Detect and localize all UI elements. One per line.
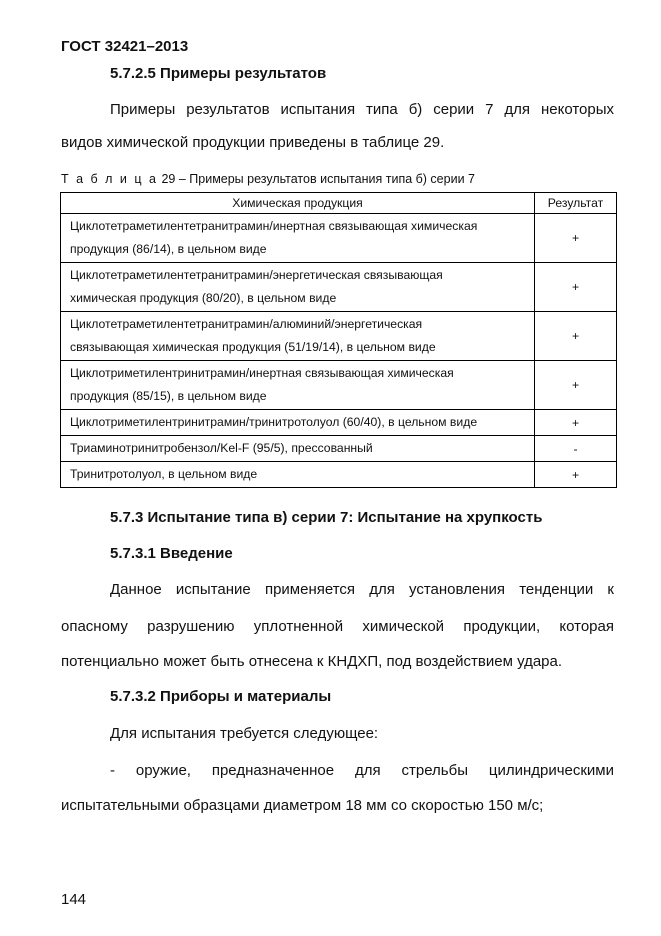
section-573-title: 5.7.3 Испытание типа в) серии 7: Испытание на хрупкость xyxy=(110,509,543,526)
product-line: Циклотриметилентринитрамин/инертная связывающая химическая xyxy=(70,366,454,380)
product-cell xyxy=(61,361,535,410)
section-5725-title: 5.7.2.5 Примеры результатов xyxy=(110,65,327,82)
table-row xyxy=(61,312,617,361)
table-row xyxy=(61,214,617,263)
table-row xyxy=(61,410,617,436)
page-number: 144 xyxy=(61,891,87,908)
table-row xyxy=(61,361,617,410)
product-cell xyxy=(61,214,535,263)
section-5731-line1: Данное испытание применяется для установления тенденции к xyxy=(110,581,614,598)
section-5732-line1: Для испытания требуется следующее: xyxy=(110,725,379,742)
product-cell: Тринитротолуол, в цельном виде xyxy=(61,462,535,488)
product-line: Циклотетраметилентетранитрамин/алюминий/энергетическая xyxy=(70,317,423,331)
section-5732-title: 5.7.3.2 Приборы и материалы xyxy=(110,688,332,705)
table-row xyxy=(61,263,617,312)
product-line: химическая продукция (80/20), в цельном виде xyxy=(70,291,337,305)
product-line: продукция (85/15), в цельном виде xyxy=(70,389,267,403)
results-table xyxy=(60,192,617,488)
section-5732-line2: - оружие, предназначенное для стрельбы цилиндрическими xyxy=(110,762,614,779)
table-caption-text: 29 – Примеры результатов испытания типа б) серии 7 xyxy=(161,172,475,186)
result-cell: + xyxy=(535,410,617,436)
result-cell: + xyxy=(535,361,617,410)
table-row xyxy=(61,436,617,462)
section-5725-text-line2: видов химической продукции приведены в таблице 29. xyxy=(61,134,445,151)
section-5731-line2: опасному разрушению уплотненной химической продукции, которая xyxy=(61,618,614,635)
result-cell: + xyxy=(535,462,617,488)
product-cell xyxy=(61,312,535,361)
section-5731-line3: потенциально может быть отнесена к КНДХП, под воздействием удара. xyxy=(61,653,563,670)
column-header-product: Химическая продукция xyxy=(61,193,535,214)
product-cell: Циклотриметилентринитрамин/тринитротолуол (60/40), в цельном виде xyxy=(61,410,535,436)
table-caption-prefix: Т а б л и ц а xyxy=(61,172,158,186)
section-5725-text-line1: Примеры результатов испытания типа б) серии 7 для некоторых xyxy=(110,101,614,118)
product-line: Циклотетраметилентетранитрамин/инертная связывающая химическая xyxy=(70,219,478,233)
product-cell xyxy=(61,263,535,312)
product-cell: Триаминотринитробензол/Kel-F (95/5), прессованный xyxy=(61,436,535,462)
result-cell: + xyxy=(535,312,617,361)
product-line: Циклотетраметилентетранитрамин/энергетическая связывающая xyxy=(70,268,443,282)
product-line: связывающая химическая продукция (51/19/14), в цельном виде xyxy=(70,340,436,354)
section-5732-line3: испытательными образцами диаметром 18 мм со скоростью 150 м/с; xyxy=(61,797,544,814)
result-cell: + xyxy=(535,214,617,263)
result-cell: + xyxy=(535,263,617,312)
result-cell: - xyxy=(535,436,617,462)
table-caption xyxy=(61,172,475,186)
document-header: ГОСТ 32421–2013 xyxy=(61,38,189,55)
section-5731-title: 5.7.3.1 Введение xyxy=(110,545,233,562)
product-line: продукция (86/14), в цельном виде xyxy=(70,242,267,256)
column-header-result: Результат xyxy=(535,193,617,214)
table-row xyxy=(61,462,617,488)
